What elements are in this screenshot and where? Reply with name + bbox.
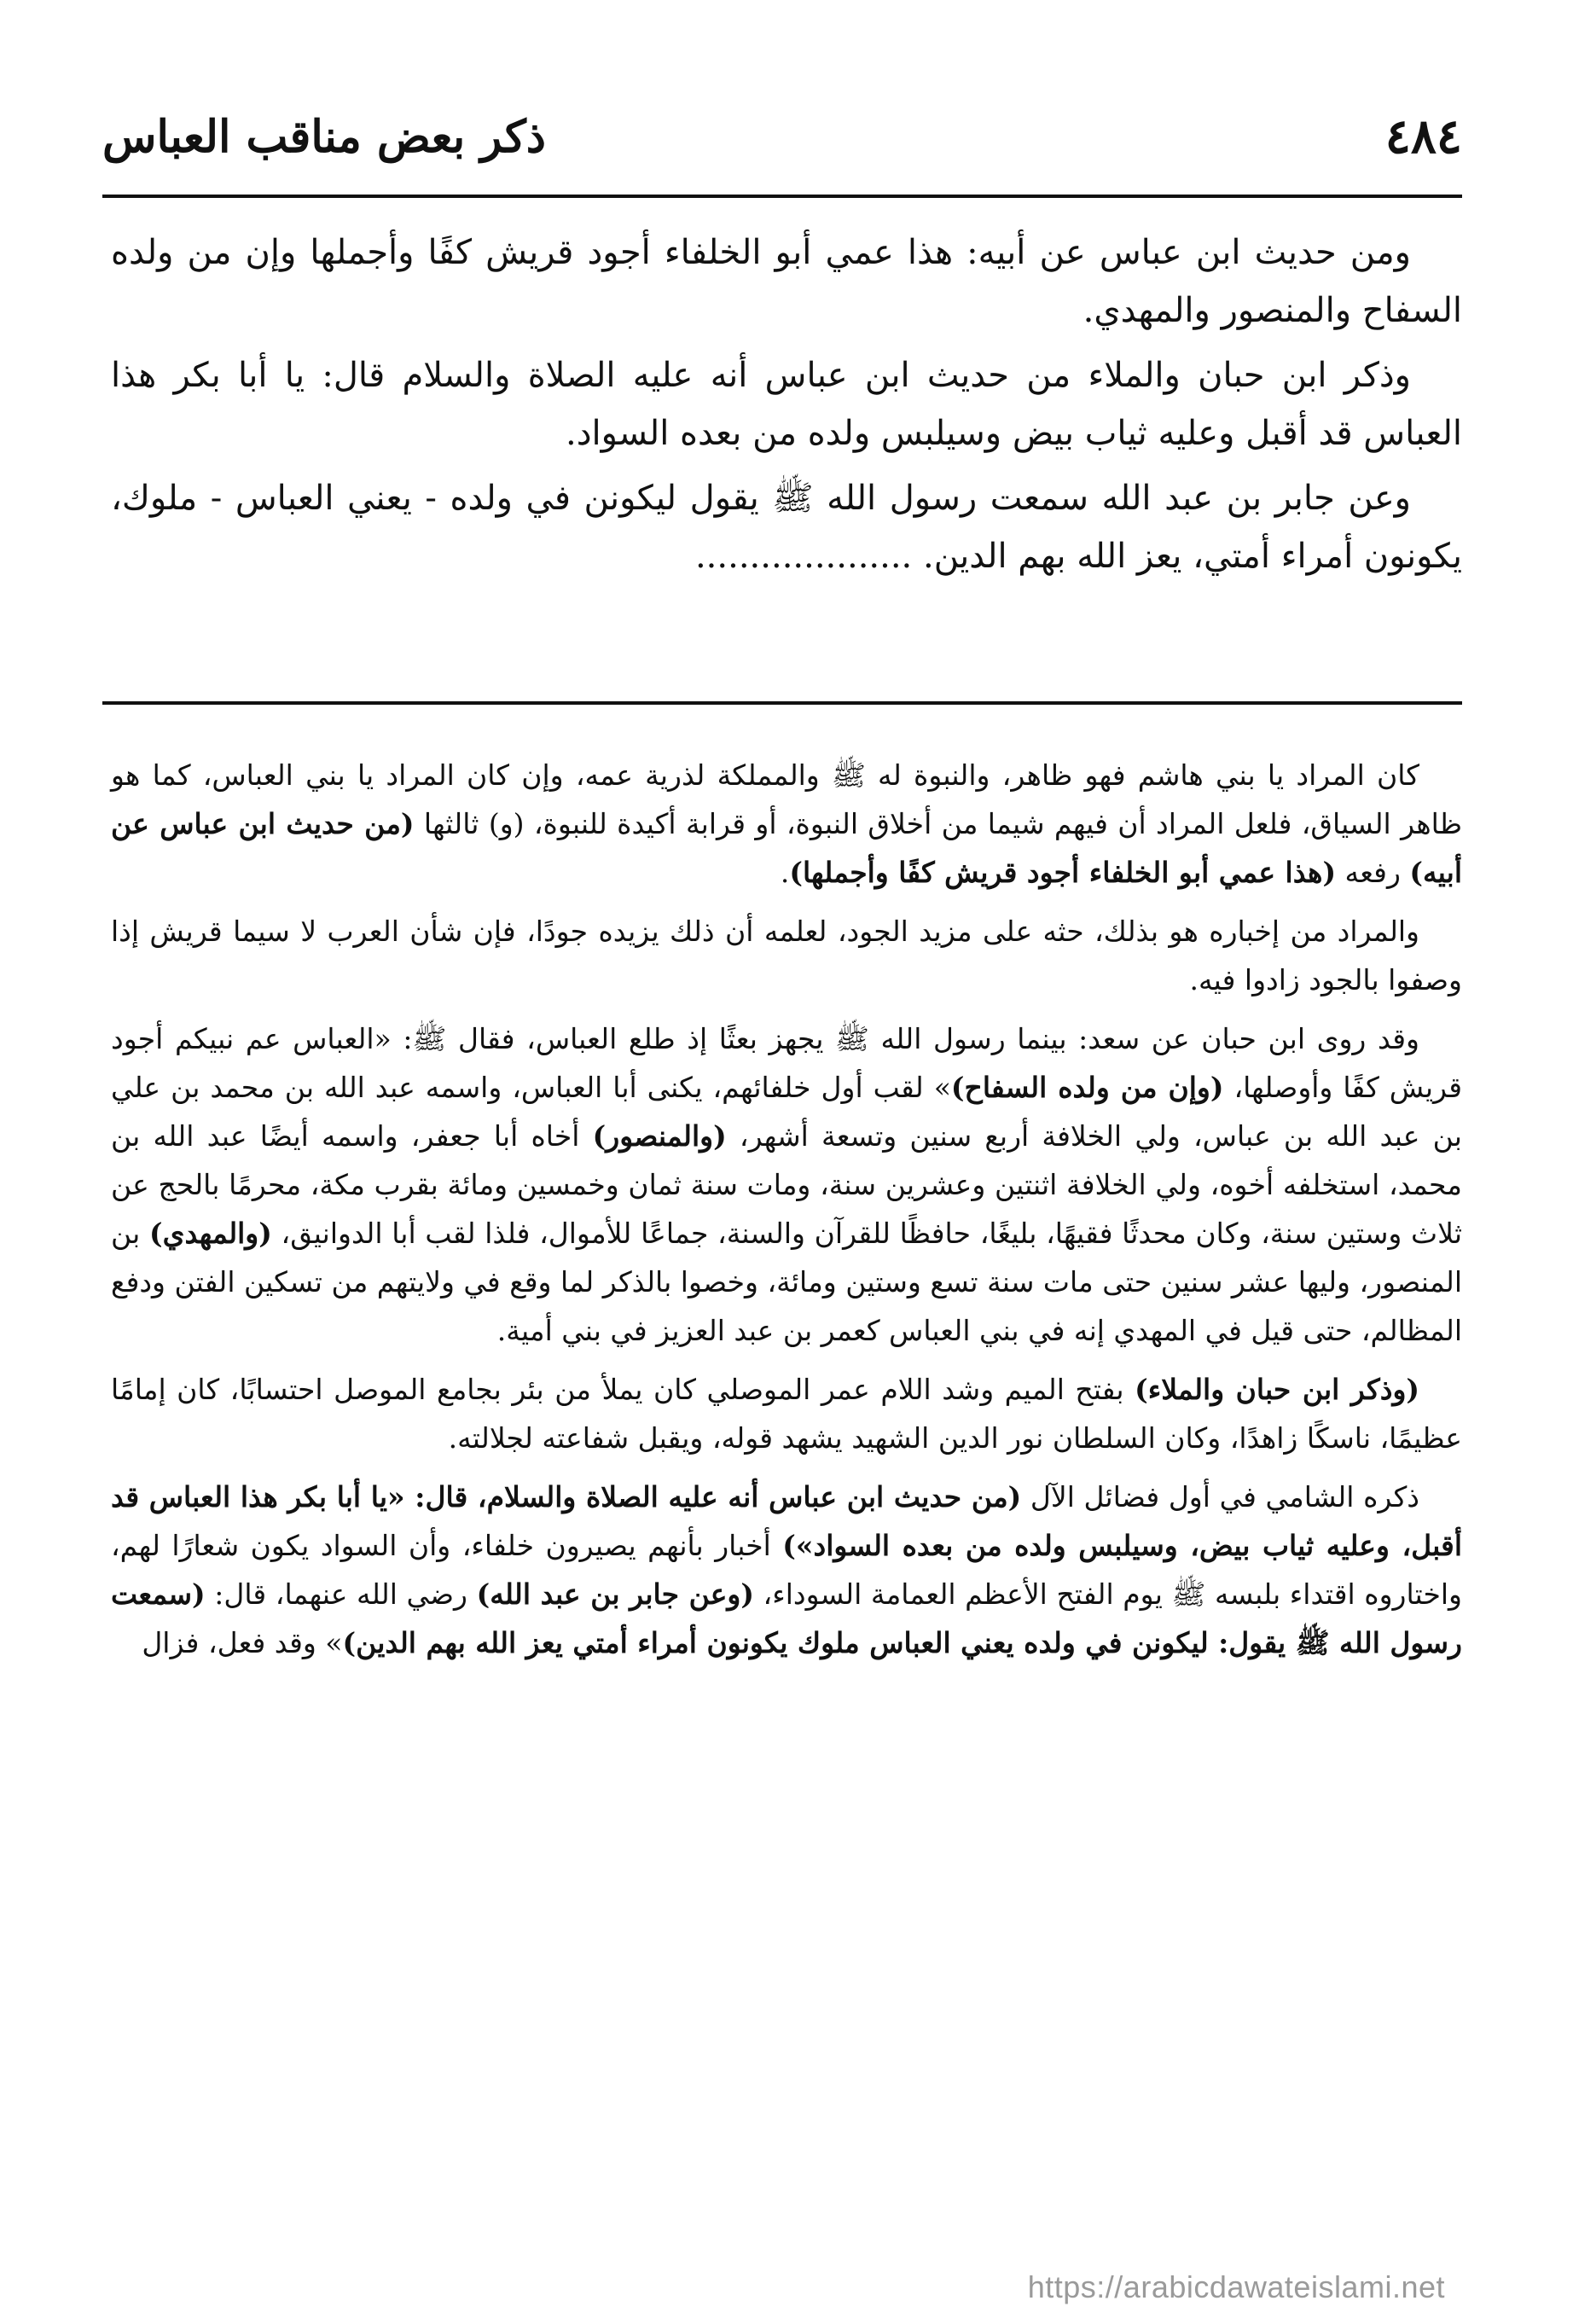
page-header [102,94,1462,179]
commentary-run: » لقب أول خلفائهم، يكنى أبا العباس، واسمه عبد الله بن محمد بن علي بن عبد الله بن عباس، ولي الخلافة أربع سنين وتسعة أشهر، [111,1071,1462,1153]
commentary-run: ذكره الشامي في أول فضائل الآل [1021,1480,1419,1514]
commentary-run: وقد روى ابن حبان عن سعد: بينما رسول الله ﷺ يجهز بعثًا إذ طلع العباس، فقال ﷺ: «العباس عم نبيكم أجود قريش كفًا وأوصلها، [111,1022,1462,1104]
commentary-paragraph [111,1014,1462,1355]
quoted-text: (من حديث ابن عباس عن أبيه) [111,807,1462,889]
main-paragraph: وعن جابر بن عبد الله سمعت رسول الله ﷺ يقول ليكونن في ولده - يعني العباس - ملوك، يكونون أمراء أمتي، يعز الله بهم الدين. .................... [111,479,1462,576]
commentary-run: أخبار بأنهم يصيرون خلفاء، وأن السواد يكون شعارًا لهم، واختاروه اقتداء بلبسه ﷺ يوم الفتح الأعظم العمامة السوداء، [111,1529,1462,1611]
commentary-run: » وقد فعل، فزال [142,1626,343,1659]
commentary-run: بفتح الميم وشد اللام عمر الموصلي كان يملأ من بئر بجامع الموصل احتسابًا، كان إمامًا عظيمًا، ناسكًا زاهدًا، وكان السلطان نور الدين الشهيد يشهد قوله، ويقبل شفاعته لجلالته. [111,1373,1462,1455]
section-divider-rule [102,701,1462,705]
commentary-run: بن المنصور، وليها عشر سنين حتى مات سنة تسع وستين ومائة، وخصوا بالذكر لما وقع في ولايتهم من تسكين الفتن ودفع المظالم، حتى قيل في المهدي إنه في بني العباس كعمر بن عبد العزيز في بني أمية. [111,1217,1462,1347]
page-number: ٤٨٤ [1384,108,1462,165]
commentary-text [111,751,1462,1677]
commentary-paragraph [111,751,1462,897]
commentary-run: . [780,856,790,889]
quoted-text: (هذا عمي أبو الخلفاء أجود قريش كفًا وأجملها) [789,856,1337,889]
quoted-text: (سمعت رسول الله ﷺ يقول: ليكونن في ولده يعني العباس ملوك يكونون أمراء أمتي يعز الله بهم الدين) [111,1577,1462,1659]
running-title: ذكر بعض مناقب العباس [102,110,546,163]
main-paragraph: ومن حديث ابن عباس عن أبيه: هذا عمي أبو الخلفاء أجود قريش كفًا وأجملها وإن من ولده السفاح والمنصور والمهدي. [111,233,1462,330]
commentary-run: أخاه أبا جعفر، واسمه أيضًا عبد الله بن محمد، استخلفه أخوه، ولي الخلافة اثنتين وعشرين سنة، ومات سنة ثمان وخمسين ومائة بقرب مكة، محرمًا بالحج عن ثلاث وستين سنة، وكان محدثًا فقيهًا، بليغًا، حافظًا للقرآن والسنة، جماعًا للأموال، فلذا لقب أبا الدوانيق، [111,1119,1462,1250]
quoted-text: (والمنصور) [592,1119,727,1153]
commentary-run: كان المراد يا بني هاشم فهو ظاهر، والنبوة له ﷺ والمملكة لذرية عمه، وإن كان المراد يا بني العباس، كما هو ظاهر السياق، فلعل المراد أن فيهم شيما من أخلاق النبوة، أو قرابة أكيدة للنبوة، (و) ثالثها [111,758,1463,840]
commentary-run: والمراد من إخباره هو بذلك، حثه على مزيد الجود، لعلمه أن ذلك يزيده جودًا، فإن شأن العرب لا سيما قريش إذا وصفوا بالجود زادوا فيه. [111,915,1462,996]
commentary-paragraph [111,1365,1462,1462]
commentary-paragraph [111,907,1462,1004]
quoted-text: (وذكر ابن حبان والملاء) [1135,1373,1419,1406]
commentary-run: رفعه [1336,856,1410,889]
main-text [111,224,1462,592]
commentary-run: رضي الله عنهما، قال: [205,1577,477,1611]
main-paragraph: وذكر ابن حبان والملاء من حديث ابن عباس أنه عليه الصلاة والسلام قال: يا أبا بكر هذا العباس قد أقبل وعليه ثياب بيض وسيلبس ولده من بعده السواد. [111,356,1462,453]
watermark-url: https://arabicdawateislami.net [1027,2269,1445,2304]
header-rule [102,195,1462,198]
quoted-text: (وعن جابر بن عبد الله) [476,1577,754,1611]
quoted-text: (والمهدي) [149,1217,272,1250]
quoted-text: (وإن من ولده السفاح) [950,1071,1224,1104]
commentary-paragraph [111,1473,1462,1667]
quoted-text: (من حديث ابن عباس أنه عليه الصلاة والسلام، قال: «يا أبا بكر هذا العباس قد أقبل، وعليه ثياب بيض، وسيلبس ولده من بعده السواد») [111,1480,1462,1562]
